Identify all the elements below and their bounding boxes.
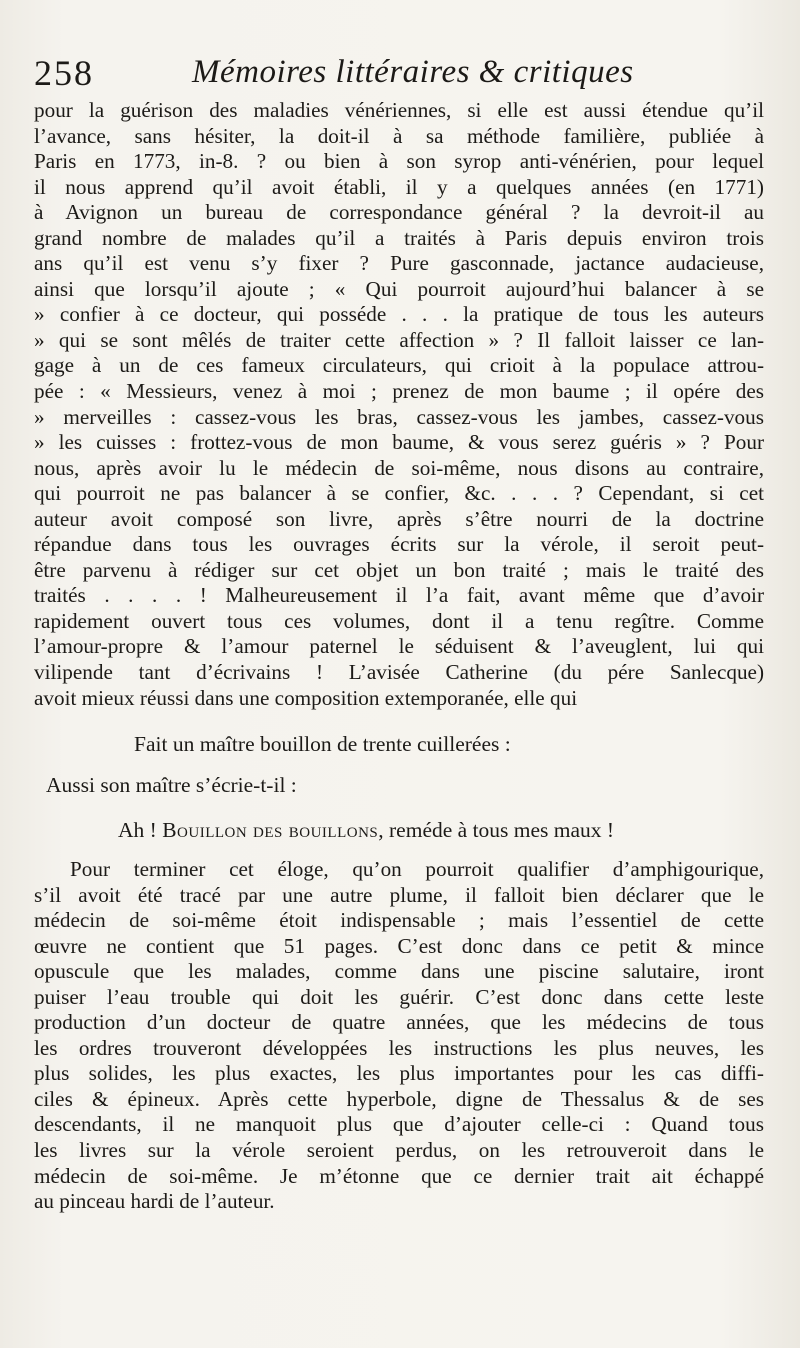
text-line: il nous apprend qu’il avoit établi, il y a quelques années (en 1771): [34, 174, 764, 199]
text-line: médecin de soi-même étoit indispensable ; mais l’essentiel de cette: [34, 908, 764, 933]
text-line: auteur avoit composé son livre, après s’être nourri de la doctrine: [34, 506, 764, 531]
text-line: traités . . . . ! Malheureusement il l’a fait, avant même que d’avoir: [34, 583, 764, 608]
text-line: » merveilles : cassez-vous les bras, cassez-vous les jambes, cassez-vous: [34, 404, 764, 429]
text-line: » les cuisses : frottez-vous de mon baume, & vous serez guéris » ? Pour: [34, 430, 764, 455]
paragraph-2: [34, 857, 764, 1215]
page-number: 258: [34, 53, 94, 93]
exclamation-suffix: , reméde à tous mes maux !: [378, 818, 615, 842]
text-line: » confier à ce docteur, qui posséde . . . la pratique de tous les auteurs: [34, 302, 764, 327]
text-line: descendants, il ne manquoit plus que d’ajouter celle-ci : Quand tous: [34, 1112, 764, 1137]
text-line: ans qu’il est venu s’y fixer ? Pure gasconnade, jactance audacieuse,: [34, 251, 764, 276]
text-line: ciles & épineux. Après cette hyperbole, digne de Thessalus & de ses: [34, 1086, 764, 1111]
text-line: répandue dans tous les ouvrages écrits sur la vérole, il seroit peut-: [34, 532, 764, 557]
text-line: gage à un de ces fameux circulateurs, qui crioit à la populace attrou-: [34, 353, 764, 378]
paragraph-1: [34, 98, 764, 711]
text-line: Paris en 1773, in-8. ? ou bien à son syrop anti-vénérien, pour lequel: [34, 149, 764, 174]
text-line: être parvenu à rédiger sur cet objet un bon traité ; mais le traité des: [34, 557, 764, 582]
text-line: œuvre ne contient que 51 pages. C’est donc dans ce petit & mince: [34, 933, 764, 958]
text-line: les ordres trouveront développées les instructions les plus neuves, les: [34, 1035, 764, 1060]
text-line: grand nombre de malades qu’il a traités à Paris depuis environ trois: [34, 225, 764, 250]
text-line: puiser l’eau trouble qui doit les guérir. C’est donc dans cette leste: [34, 984, 764, 1009]
page-header: [34, 52, 774, 96]
text-line: à Avignon un bureau de correspondance général ? la devroit-il au: [34, 200, 764, 225]
text-line: l’avance, sans hésiter, la doit-il à sa méthode familière, publiée à: [34, 123, 764, 148]
text-line: les livres sur la vérole seroient perdus, on les retrouveroit dans le: [34, 1138, 764, 1163]
text-line: production d’un docteur de quatre années, que les médecins de tous: [34, 1010, 764, 1035]
verse-intro: Aussi son maître s’écrie-t-il :: [46, 773, 297, 797]
exclamation-prefix: Ah !: [118, 818, 157, 842]
text-line: pée : « Messieurs, venez à moi ; prenez de mon baume ; il opére des: [34, 379, 764, 404]
text-line: rapidement ouvert tous ces volumes, dont il a tenu regître. Comme: [34, 608, 764, 633]
text-line: Pour terminer cet éloge, qu’on pourroit qualifier d’amphigourique,: [70, 857, 764, 881]
text-line: s’il avoit été tracé par une autre plume, il falloit bien déclarer que le: [34, 882, 764, 907]
text-line: pour la guérison des maladies vénériennes, si elle est aussi étendue qu’il: [34, 98, 764, 122]
verse-exclamation: [118, 818, 800, 843]
text-line: vilipende tant d’écrivains ! L’avisée Catherine (du pére Sanlecque): [34, 660, 764, 685]
text-line: nous, après avoir lu le médecin de soi-même, nous disons au contraire,: [34, 455, 764, 480]
text-line: opuscule que les malades, comme dans une piscine salutaire, iront: [34, 959, 764, 984]
exclamation-smallcaps: Bouillon des bouillons: [162, 818, 379, 842]
text-line: ainsi que lorsqu’il ajoute ; « Qui pourroit aujourd’hui balancer à se: [34, 276, 764, 301]
verse-quote: Fait un maître bouillon de trente cuillerées :: [134, 732, 511, 756]
text-line: avoit mieux réussi dans une composition extemporanée, elle qui: [34, 685, 578, 710]
text-line: au pinceau hardi de l’auteur.: [34, 1189, 275, 1214]
text-line: plus solides, les plus exactes, les plus importantes pour les cas diffi-: [34, 1061, 764, 1086]
text-line: » qui se sont mêlés de traiter cette affection » ? Il falloit laisser ce lan-: [34, 327, 764, 352]
running-title: Mémoires littéraires & critiques: [192, 54, 634, 90]
text-line: qui pourroit ne pas balancer à se confier, &c. . . . ? Cependant, si cet: [34, 481, 764, 506]
text-line: médecin de soi-même. Je m’étonne que ce dernier trait ait échappé: [34, 1163, 764, 1188]
text-line: l’amour-propre & l’amour paternel le séduisent & l’aveuglent, lui qui: [34, 634, 764, 659]
